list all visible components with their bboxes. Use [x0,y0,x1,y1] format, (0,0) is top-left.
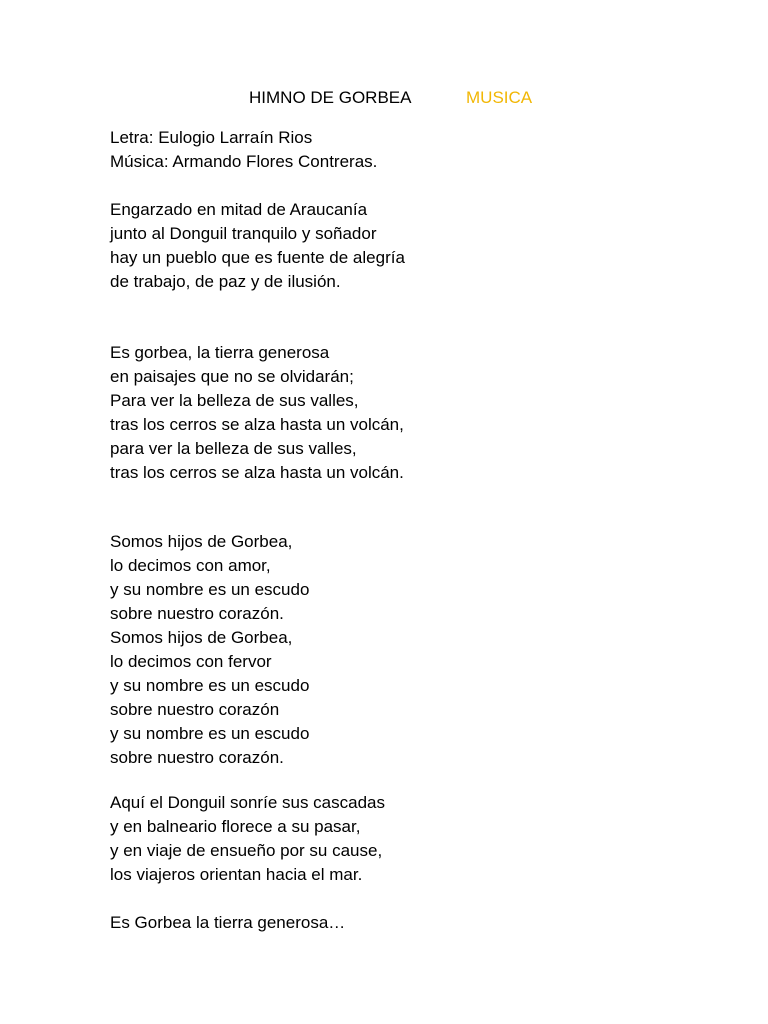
lyric-line: sobre nuestro corazón. [110,748,284,767]
lyric-line: junto al Donguil tranquilo y soñador [110,224,377,243]
lyric-line: Engarzado en mitad de Araucanía [110,200,368,219]
stanza-3-chorus [110,530,309,770]
credit-music: Música: Armando Flores Contreras. [110,152,378,171]
stanza-4 [110,791,385,887]
lyric-line: Somos hijos de Gorbea, [110,628,293,647]
lyric-line: Somos hijos de Gorbea, [110,532,293,551]
lyric-line: y su nombre es un escudo [110,724,310,743]
lyric-line: los viajeros orientan hacia el mar. [110,865,363,884]
lyric-line: sobre nuestro corazón. [110,604,284,623]
music-link[interactable]: MUSICA [466,88,533,107]
lyric-line: y en viaje de ensueño por su cause, [110,841,383,860]
lyric-line: y en balneario florece a su pasar, [110,817,361,836]
stanza-1 [110,198,405,294]
lyric-line: sobre nuestro corazón [110,700,280,719]
credits-block [110,126,377,174]
lyric-line: Es Gorbea la tierra generosa… [110,913,346,932]
lyric-line: tras los cerros se alza hasta un volcán, [110,415,404,434]
lyric-line: y su nombre es un escudo [110,580,310,599]
stanza-5 [110,911,345,935]
lyric-line: Es gorbea, la tierra generosa [110,343,330,362]
page-title: HIMNO DE GORBEA [249,88,412,107]
lyric-line: lo decimos con amor, [110,556,271,575]
lyric-line: para ver la belleza de sus valles, [110,439,357,458]
lyric-line: tras los cerros se alza hasta un volcán. [110,463,404,482]
stanza-2 [110,341,404,485]
lyric-line: lo decimos con fervor [110,652,272,671]
lyric-line: en paisajes que no se olvidarán; [110,367,354,386]
credit-lyrics: Letra: Eulogio Larraín Rios [110,128,313,147]
lyric-line: y su nombre es un escudo [110,676,310,695]
lyric-line: Aquí el Donguil sonríe sus cascadas [110,793,385,812]
lyric-line: Para ver la belleza de sus valles, [110,391,359,410]
lyric-line: hay un pueblo que es fuente de alegría [110,248,405,267]
lyric-line: de trabajo, de paz y de ilusión. [110,272,341,291]
